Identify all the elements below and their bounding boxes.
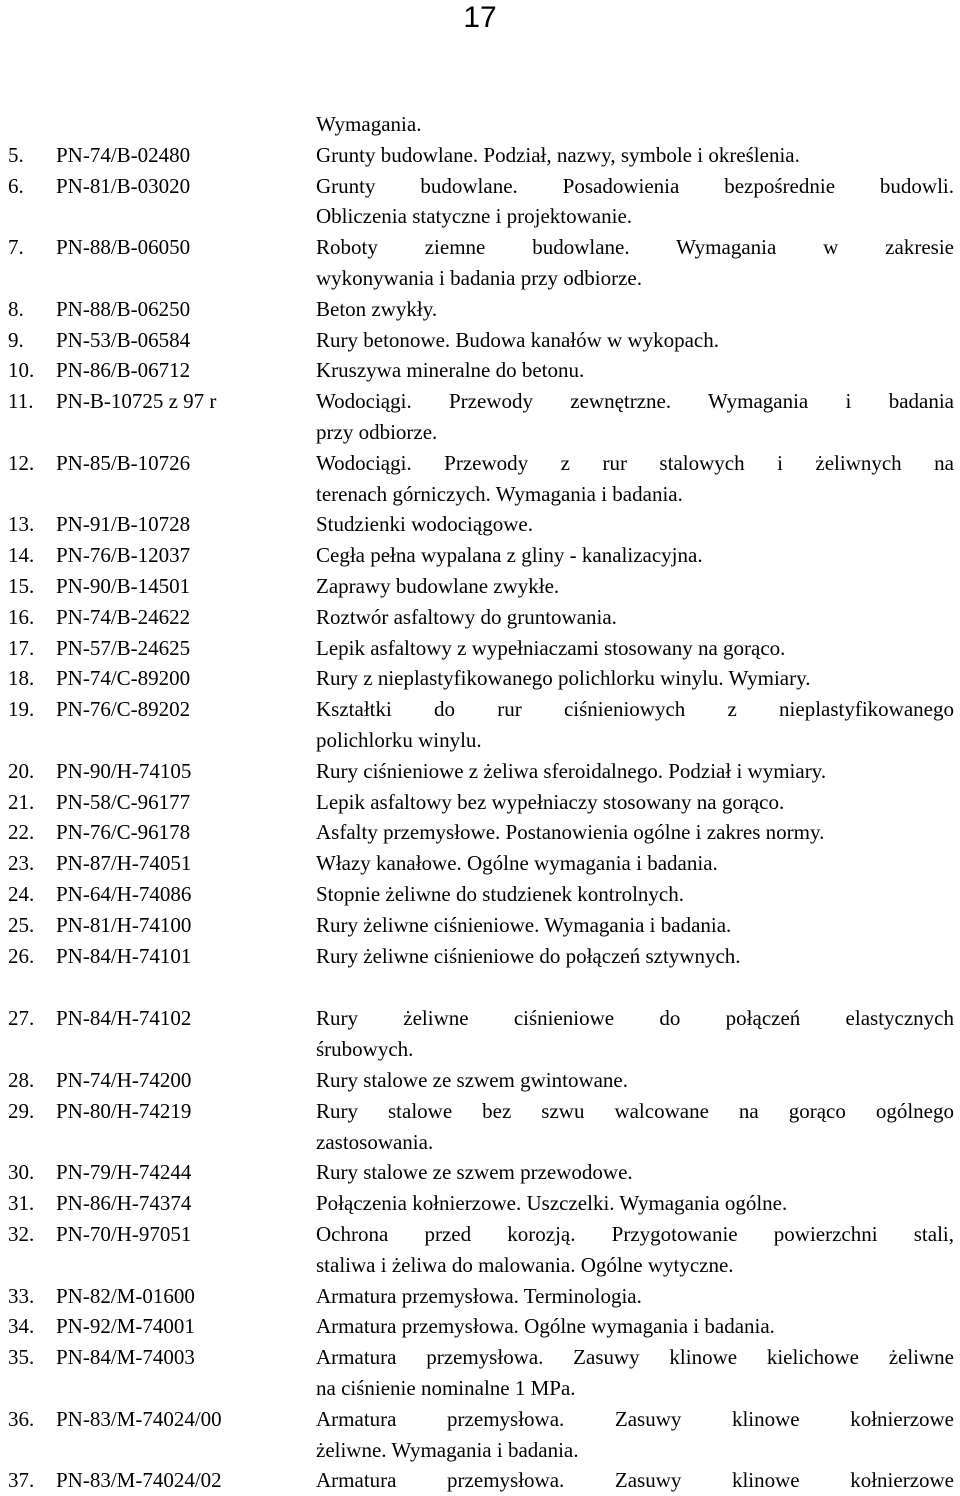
item-number: 5. — [8, 142, 24, 167]
standard-code: PN-79/H-74244 — [56, 1160, 192, 1185]
standard-title: Grunty budowlane. Podział, nazwy, symbole i określenia. — [316, 142, 800, 167]
continuation-text: Wymagania. — [316, 112, 422, 136]
standard-title: Armatura przemysłowa. Terminologia. — [316, 1283, 642, 1308]
item-number: 11. — [8, 389, 34, 414]
standard-title: Studzienki wodociągowe. — [316, 512, 533, 537]
standard-title: Rury betonowe. Budowa kanałów w wykopach. — [316, 327, 719, 352]
list-item — [0, 540, 960, 571]
standard-code: PN-85/B-10726 — [56, 450, 191, 475]
standard-code: PN-80/H-74219 — [56, 1098, 192, 1123]
standard-code: PN-91/B-10728 — [56, 512, 191, 537]
item-number: 17. — [8, 635, 35, 660]
item-number: 28. — [8, 1068, 35, 1092]
list-item-continuation — [0, 1435, 960, 1466]
item-number: 24. — [8, 882, 35, 906]
standard-title: Rury żeliwne ciśnieniowe do połączeń sztywnych. — [316, 943, 741, 968]
standard-title: Roboty ziemne budowlane. Wymagania w zakresie — [316, 235, 954, 260]
list-item — [0, 1003, 960, 1034]
item-number: 19. — [8, 697, 35, 722]
standard-title: żeliwne. Wymagania i badania. — [316, 1437, 579, 1462]
standard-title: Lepik asfaltowy z wypełniaczami stosowany na gorąco. — [316, 635, 786, 660]
standard-code: PN-84/H-74101 — [56, 943, 192, 968]
standard-code: PN-81/B-03020 — [56, 173, 191, 198]
item-number: 13. — [8, 512, 35, 537]
list-item — [0, 1465, 960, 1496]
continuation-line — [0, 109, 960, 140]
item-number: 20. — [8, 758, 35, 783]
list-item — [0, 1096, 960, 1127]
standard-title: Rury stalowe ze szwem przewodowe. — [316, 1160, 633, 1185]
list-item — [0, 1188, 960, 1219]
standard-title: Rury stalowe bez szwu walcowane na gorąco ogólnego — [316, 1098, 954, 1123]
list-item — [0, 448, 960, 479]
standard-code: PN-58/C-96177 — [56, 789, 191, 814]
list-item — [0, 1311, 960, 1342]
standard-title: Wodociągi. Przewody zewnętrzne. Wymagania i badania — [316, 389, 954, 414]
standard-code: PN-86/H-74374 — [56, 1191, 192, 1216]
standard-title: Kształtki do rur ciśnieniowych z nieplastyfikowanego — [316, 697, 954, 722]
list-item — [0, 1157, 960, 1188]
standard-code: PN-88/B-06050 — [56, 235, 191, 260]
standard-code: PN-64/H-74086 — [56, 882, 192, 906]
list-item-continuation — [0, 1373, 960, 1404]
list-item — [0, 355, 960, 386]
list-item — [0, 1281, 960, 1312]
standard-code: PN-74/B-02480 — [56, 142, 191, 167]
item-number: 33. — [8, 1283, 35, 1308]
standard-title: Cegła pełna wypalana z gliny - kanalizacyjna. — [316, 543, 703, 568]
item-number: 6. — [8, 173, 24, 198]
standard-title: Roztwór asfaltowy do gruntowania. — [316, 604, 617, 629]
standard-code: PN-87/H-74051 — [56, 851, 192, 876]
standard-title: zastosowania. — [316, 1129, 434, 1154]
standard-title: Rury stalowe ze szwem gwintowane. — [316, 1068, 628, 1092]
standard-title: Włazy kanałowe. Ogólne wymagania i badania. — [316, 851, 718, 876]
list-item-continuation — [0, 725, 960, 756]
list-item-continuation — [0, 201, 960, 232]
standard-code: PN-92/M-74001 — [56, 1314, 195, 1339]
list-item — [0, 171, 960, 202]
item-number: 31. — [8, 1191, 35, 1216]
list-item — [0, 1219, 960, 1250]
item-number: 10. — [8, 358, 35, 383]
standard-code: PN-74/C-89200 — [56, 666, 191, 691]
list-item — [0, 325, 960, 356]
item-number: 9. — [8, 327, 24, 352]
list-item — [0, 879, 960, 910]
list-item — [0, 941, 960, 972]
item-number: 37. — [8, 1468, 35, 1493]
standard-code: PN-86/B-06712 — [56, 358, 191, 383]
list-item — [0, 571, 960, 602]
standard-title: Grunty budowlane. Posadowienia bezpośrednie budowli. — [316, 173, 954, 198]
item-number: 27. — [8, 1006, 35, 1031]
list-item — [0, 787, 960, 818]
item-number: 26. — [8, 943, 35, 968]
item-number: 21. — [8, 789, 35, 814]
item-number: 34. — [8, 1314, 35, 1339]
list-item-continuation — [0, 479, 960, 510]
standard-title: Rury żeliwne ciśnieniowe do połączeń elastycznych — [316, 1006, 954, 1031]
standard-code: PN-83/M-74024/02 — [56, 1468, 222, 1493]
standard-code: PN-81/H-74100 — [56, 912, 192, 937]
list-item — [0, 1404, 960, 1435]
standard-code: PN-76/C-89202 — [56, 697, 191, 722]
standard-code: PN-57/B-24625 — [56, 635, 191, 660]
standard-code: PN-70/H-97051 — [56, 1222, 192, 1246]
list-item — [0, 694, 960, 725]
standard-title: Armatura przemysłowa. Zasuwy klinowe kołnierzowe — [316, 1406, 954, 1431]
item-number: 8. — [8, 296, 24, 321]
list-item-continuation — [0, 263, 960, 294]
item-number: 16. — [8, 604, 35, 629]
page-number: 17 — [463, 1, 497, 34]
list-item — [0, 602, 960, 633]
standard-code: PN-84/M-74003 — [56, 1345, 195, 1370]
standard-title: Armatura przemysłowa. Ogólne wymagania i badania. — [316, 1314, 775, 1339]
standard-title: polichlorku winylu. — [316, 728, 482, 752]
standard-title: Lepik asfaltowy bez wypełniaczy stosowany na gorąco. — [316, 789, 785, 814]
item-number: 35. — [8, 1345, 35, 1370]
standard-code: PN-88/B-06250 — [56, 296, 191, 321]
standard-code: PN-90/H-74105 — [56, 758, 192, 783]
list-item — [0, 633, 960, 664]
standard-code: PN-90/B-14501 — [56, 574, 191, 598]
standard-title: Armatura przemysłowa. Zasuwy klinowe kielichowe żeliwne — [316, 1345, 954, 1370]
item-number: 25. — [8, 912, 35, 937]
standard-title: Rury z nieplastyfikowanego polichlorku winylu. Wymiary. — [316, 666, 811, 691]
list-item-continuation — [0, 1127, 960, 1158]
list-item — [0, 509, 960, 540]
list-item-continuation — [0, 417, 960, 448]
standard-title: staliwa i żeliwa do malowania. Ogólne wytyczne. — [316, 1252, 734, 1277]
standard-title: Połączenia kołnierzowe. Uszczelki. Wymagania ogólne. — [316, 1191, 788, 1216]
standard-title: wykonywania i badania przy odbiorze. — [316, 266, 642, 290]
standard-title: Asfalty przemysłowe. Postanowienia ogólne i zakres normy. — [316, 820, 825, 845]
standard-code: PN-76/B-12037 — [56, 543, 191, 568]
standard-title: Zaprawy budowlane zwykłe. — [316, 574, 560, 598]
item-number: 36. — [8, 1406, 35, 1431]
item-number: 32. — [8, 1222, 35, 1246]
standard-title: na ciśnienie nominalne 1 MPa. — [316, 1376, 576, 1400]
list-item — [0, 848, 960, 879]
standard-title: terenach górniczych. Wymagania i badania. — [316, 481, 683, 506]
standard-title: Wodociągi. Przewody z rur stalowych i żeliwnych na — [316, 450, 954, 475]
item-number: 23. — [8, 851, 35, 876]
standard-code: PN-76/C-96178 — [56, 820, 191, 845]
standard-title: Beton zwykły. — [316, 296, 438, 321]
standard-code: PN-74/B-24622 — [56, 604, 191, 629]
standard-title: Kruszywa mineralne do betonu. — [316, 358, 585, 383]
item-number: 18. — [8, 666, 35, 691]
standard-code: PN-74/H-74200 — [56, 1068, 192, 1092]
standard-code: PN-84/H-74102 — [56, 1006, 192, 1031]
standard-code: PN-83/M-74024/00 — [56, 1406, 222, 1431]
list-item — [0, 756, 960, 787]
standard-code: PN-B-10725 z 97 r — [56, 389, 217, 414]
standard-title: przy odbiorze. — [316, 420, 438, 444]
list-item — [0, 140, 960, 171]
standard-title: Rury żeliwne ciśnieniowe. Wymagania i badania. — [316, 912, 732, 937]
standard-title: Obliczenia statyczne i projektowanie. — [316, 204, 633, 229]
list-item — [0, 1065, 960, 1096]
standard-title: śrubowych. — [316, 1037, 414, 1062]
standard-title: Rury ciśnieniowe z żeliwa sferoidalnego. Podział i wymiary. — [316, 758, 827, 783]
item-number: 14. — [8, 543, 35, 568]
list-item — [0, 817, 960, 848]
item-number: 30. — [8, 1160, 35, 1185]
standard-code: PN-53/B-06584 — [56, 327, 191, 352]
item-number: 12. — [8, 450, 35, 475]
standard-title: Ochrona przed korozją. Przygotowanie powierzchni stali, — [316, 1222, 954, 1246]
standard-code: PN-82/M-01600 — [56, 1283, 195, 1308]
list-item-continuation — [0, 1034, 960, 1065]
list-item — [0, 232, 960, 263]
list-item — [0, 910, 960, 941]
list-item — [0, 1342, 960, 1373]
item-number: 7. — [8, 235, 24, 260]
list-item — [0, 663, 960, 694]
list-item — [0, 294, 960, 325]
standard-title: Stopnie żeliwne do studzienek kontrolnych. — [316, 882, 685, 906]
item-number: 22. — [8, 820, 35, 845]
list-item — [0, 386, 960, 417]
item-number: 29. — [8, 1098, 35, 1123]
list-item-continuation — [0, 1250, 960, 1281]
item-number: 15. — [8, 574, 35, 598]
standard-title: Armatura przemysłowa. Zasuwy klinowe kołnierzowe — [316, 1468, 954, 1493]
